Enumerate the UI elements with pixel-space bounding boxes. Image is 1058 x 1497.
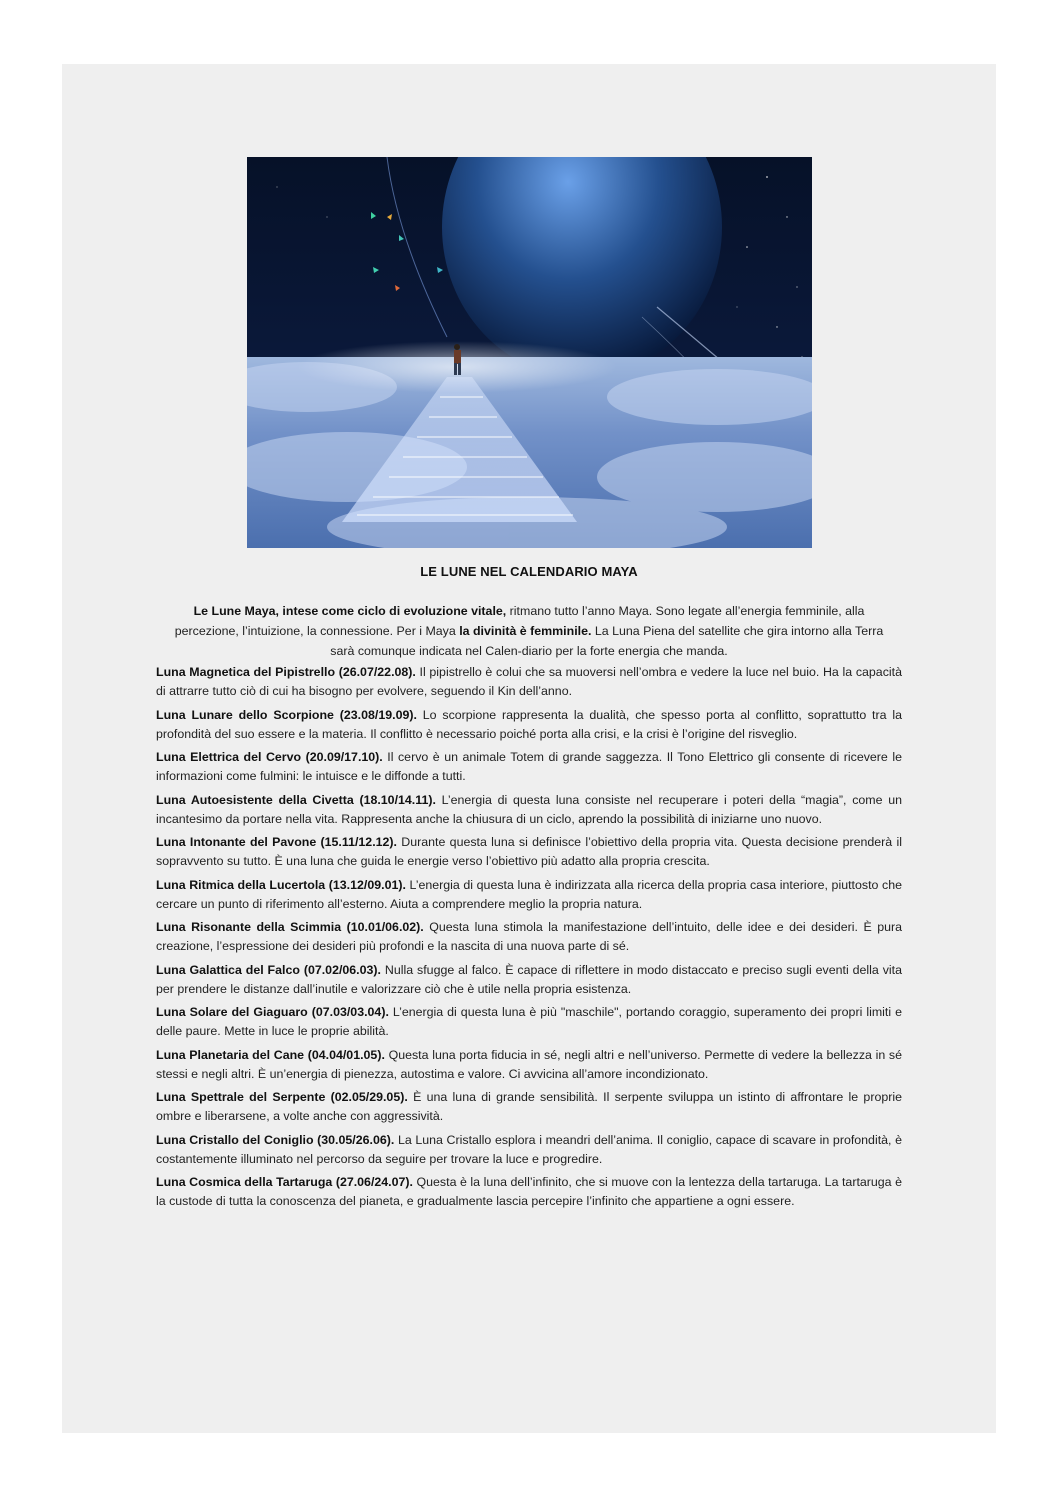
moon-entry-text: Il cervo è un animale Totem di grande saggezza. Il Tono Elettrico gli consente di ricevere le informazioni come fulmini: le intuisce e le diffonde a tutti.	[156, 750, 902, 784]
moon-entry	[156, 876, 902, 914]
moon-list	[156, 663, 902, 1216]
moon-entry-text: Durante questa luna si definisce l’obiettivo della propria vita. Questa decisione prenderà il sopravvento su tutto. È una luna che guida le energie verso l’obiettivo più adatto alla propria crescita.	[156, 835, 902, 869]
moon-entry	[156, 1003, 902, 1041]
intro-bold-2: la divinità è femminile.	[459, 624, 592, 638]
moon-entry-heading: Luna Spettrale del Serpente (02.05/29.05).	[156, 1090, 408, 1104]
moon-entry-heading: Luna Intonante del Pavone (15.11/12.12).	[156, 835, 397, 849]
moon-entry-text: Questa luna stimola la manifestazione dell’intuito, delle idee e dei desideri. È pura creazione, l’espressione dei desideri più profondi e la nascita di una nuova parte di sé.	[156, 920, 902, 954]
moon-entry-heading: Luna Cristallo del Coniglio (30.05/26.06).	[156, 1132, 395, 1147]
moon-entry-heading: Luna Solare del Giaguaro (07.03/03.04).	[156, 1005, 389, 1019]
cosmic-staircase-illustration	[247, 157, 812, 548]
moon-entry	[156, 918, 902, 956]
moon-entry-heading: Luna Risonante della Scimmia (10.01/06.02).	[156, 920, 424, 934]
moon-entry	[156, 791, 902, 829]
intro-paragraph	[162, 601, 896, 661]
moon-entry	[156, 1046, 902, 1084]
moon-entry-text: Nulla sfugge al falco. È capace di riflettere in modo distaccato e preciso sugli eventi della vita per prendere le distanze dall’inutile e valorizzare ciò che è utile nella propria esistenza.	[156, 962, 902, 996]
moon-entry	[156, 706, 902, 744]
moon-entry	[156, 833, 902, 871]
moon-entry	[156, 748, 902, 786]
moon-entry	[156, 961, 902, 999]
moon-entry-heading: Luna Elettrica del Cervo (20.09/17.10).	[156, 750, 383, 764]
document-title: LE LUNE NEL CALENDARIO MAYA	[420, 564, 638, 579]
moon-entry-text: La Luna Cristallo esplora i meandri dell’anima. Il coniglio, capace di scavare in profondità, è costantemente illuminato nel percorso da seguire per trovare la luce e progredire.	[156, 1132, 903, 1166]
moon-entry	[156, 1088, 902, 1126]
moon-entry-heading: Luna Galattica del Falco (07.02/06.03).	[156, 962, 381, 977]
intro-text-2: La Luna Piena del satellite che gira intorno alla Terra sarà comunque indicata nel Calen-diario per la forte energia che manda.	[330, 624, 884, 658]
moon-entry-heading: Luna Magnetica del Pipistrello (26.07/22.08).	[156, 665, 416, 679]
intro-bold-1: Le Lune Maya, intese come ciclo di evoluzione vitale,	[193, 604, 507, 618]
moon-entry-text: Lo scorpione rappresenta la dualità, che spesso porta al conflitto, soprattutto tra la profondità del suo essere e la materia. Il conflitto è necessario poiché porta alla crisi, e la crisi è l’origine del risveglio.	[156, 707, 902, 741]
moon-entry-text: L’energia di questa luna è indirizzata alla ricerca della propria casa interiore, piuttosto che cercare un punto di riferimento all’esterno. Aiuta a comprendere meglio la propria natura.	[156, 877, 902, 911]
moon-entry-heading: Luna Autoesistente della Civetta (18.10/14.11).	[156, 792, 436, 807]
moon-entry-text: L’energia di questa luna consiste nel recuperare i poteri della “magia”, come un incantesimo da portare nella vita. Rappresenta anche la chiusura di un ciclo, aprendo la possibilità di iniziarne uno nuovo.	[156, 792, 902, 826]
moon-entry-heading: Luna Cosmica della Tartaruga (27.06/24.07).	[156, 1175, 413, 1189]
intro-text-1: ritmano tutto l’anno Maya. Sono legate all’energia femminile, alla percezione, l’intuizione, la connessione. Per i Maya	[174, 604, 865, 638]
moon-entry	[156, 1131, 902, 1169]
moon-entry	[156, 1173, 902, 1211]
moon-entry-heading: Luna Planetaria del Cane (04.04/01.05).	[156, 1047, 385, 1062]
moon-entry-text: Il pipistrello è colui che sa muoversi nell’ombra e vedere la luce nel buio. Ha la capacità di attrarre tutto ciò di cui ha bisogno per evolvere, seguendo il Kin dell’anno.	[156, 665, 902, 699]
moon-entry-heading: Luna Lunare dello Scorpione (23.08/19.09).	[156, 707, 417, 722]
document-page	[62, 64, 996, 1433]
hero-image	[247, 157, 812, 548]
moon-entry	[156, 663, 902, 701]
moon-entry-text: Questa luna porta fiducia in sé, negli altri e nell’universo. Permette di vedere la bellezza in sé stessi e negli altri. È un’energia di pienezza, autostima e valore. Ci avvicina all’amore incondizionato.	[156, 1047, 902, 1081]
moon-entry-text: È una luna di grande sensibilità. Il serpente sviluppa un istinto di affrontare le proprie ombre e liberarsene, a volte anche con aggressività.	[156, 1090, 903, 1124]
moon-entry-heading: Luna Ritmica della Lucertola (13.12/09.01).	[156, 877, 406, 892]
moon-entry-text: L’energia di questa luna è più "maschile", portando coraggio, superamento dei propri limiti e delle paure. Mette in luce le proprie abilità.	[156, 1005, 902, 1039]
moon-entry-text: Questa è la luna dell’infinito, che si muove con la lentezza della tartaruga. La tartaruga è la custode di tutta la conoscenza del pianeta, e gradualmente lascia percepire l’infinito che appartiene a ogni essere.	[156, 1175, 902, 1209]
